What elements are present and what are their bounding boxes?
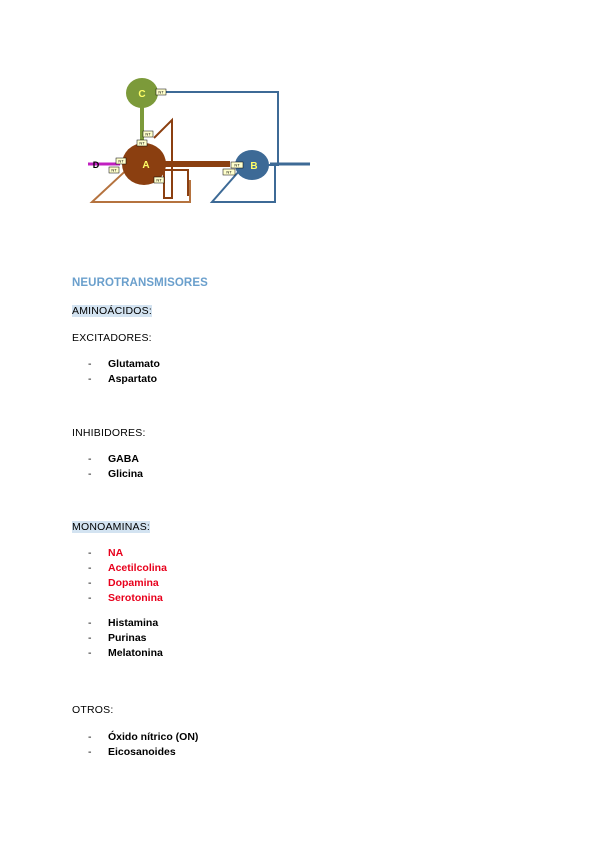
heading-excitadores: EXCITADORES: bbox=[72, 332, 152, 344]
list-item-highlighted: - Acetilcolina bbox=[88, 562, 167, 574]
list-item: - Aspartato bbox=[88, 373, 158, 385]
heading-aminoacidos-text: AMINOÁCIDOS: bbox=[72, 305, 152, 317]
neuron-c-label: C bbox=[138, 89, 146, 100]
nt-tag-text: NT bbox=[158, 89, 164, 95]
nt-tag-text: NT bbox=[118, 158, 124, 164]
list-item: - Glutamato bbox=[88, 358, 160, 370]
list-item: - Óxido nítrico (ON) bbox=[88, 731, 199, 743]
list-item: - Histamina bbox=[88, 617, 159, 629]
list-item-highlighted: - Dopamina bbox=[88, 577, 159, 589]
page-title: NEUROTRANSMISORES bbox=[72, 277, 208, 289]
list-item: - Melatonina bbox=[88, 647, 163, 659]
nt-tag-text: NT bbox=[234, 162, 240, 168]
heading-otros: OTROS: bbox=[72, 704, 114, 716]
inhibidores-list bbox=[88, 452, 143, 482]
list-item: - Glicina bbox=[88, 468, 144, 480]
nt-tag-text: NT bbox=[145, 131, 151, 137]
list-item: - Purinas bbox=[88, 632, 147, 644]
list-item: - GABA bbox=[88, 453, 139, 465]
heading-monoaminas-text: MONOAMINAS: bbox=[72, 521, 151, 533]
neuron-a-label: A bbox=[142, 160, 150, 171]
nt-tag-text: NT bbox=[111, 167, 117, 173]
excitadores-list bbox=[88, 357, 160, 387]
list-item-highlighted: - NA bbox=[88, 547, 124, 559]
heading-monoaminas bbox=[72, 521, 150, 533]
heading-inhibidores: INHIBIDORES: bbox=[72, 427, 146, 439]
heading-aminoacidos bbox=[72, 305, 152, 317]
nt-tag-text: NT bbox=[156, 177, 162, 183]
nt-tag-text: NT bbox=[139, 140, 145, 146]
neuron-circuit-diagram bbox=[80, 70, 320, 210]
list-item-highlighted: - Serotonina bbox=[88, 592, 163, 604]
monoaminas-list bbox=[88, 546, 167, 661]
nt-tag-text: NT bbox=[226, 169, 232, 175]
neuron-d-label: D bbox=[92, 160, 100, 170]
a-lower-frame bbox=[164, 170, 188, 196]
otros-list bbox=[88, 730, 198, 760]
list-spacer bbox=[88, 606, 167, 616]
list-item: - Eicosanoides bbox=[88, 746, 176, 758]
neuron-b-label: B bbox=[250, 161, 258, 172]
